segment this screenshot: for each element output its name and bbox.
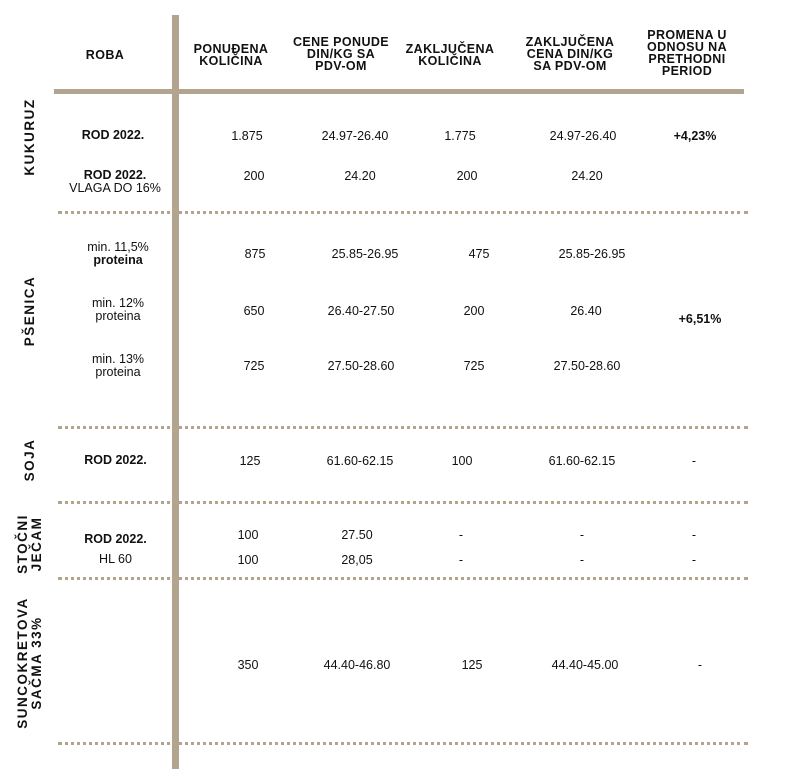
header-cene-ponude: CENE PONUDE DIN/KG SA PDV-OM [292, 35, 390, 73]
row-label: min. 13% proteina [91, 352, 145, 379]
offered-qty: 725 [243, 359, 265, 373]
section-divider [58, 426, 748, 429]
offered-qty: 125 [239, 454, 261, 468]
row-label: ROD 2022. [81, 128, 145, 142]
group-label-kukuruz: KUKURUZ [22, 98, 37, 176]
row-label: ROD 2022. [84, 453, 147, 467]
row-label: ROD 2022. VLAGA DO 16% [69, 168, 161, 195]
offered-qty: 650 [243, 304, 265, 318]
vertical-divider [172, 15, 179, 769]
header-roba: ROBA [85, 48, 125, 62]
offered-qty: 875 [244, 247, 266, 261]
closed-qty: - [458, 553, 464, 567]
header-divider [54, 89, 744, 94]
closed-qty: 200 [456, 169, 478, 183]
closed-price: 25.85-26.95 [558, 247, 626, 261]
closed-qty: 1.775 [444, 129, 476, 143]
offered-qty: 100 [237, 553, 259, 567]
header-promena: PROMENA U ODNOSU NA PRETHODNI PERIOD [647, 28, 727, 78]
change-value: - [691, 454, 697, 468]
closed-qty: 100 [451, 454, 473, 468]
row-label: min. 11,5% proteina [87, 240, 149, 267]
closed-price: 24.97-26.40 [549, 129, 617, 143]
group-label-stocni-jecam: STOČNI JEČAM [15, 514, 44, 574]
closed-qty: - [458, 528, 464, 542]
offer-price: 25.85-26.95 [331, 247, 399, 261]
offer-price: 28,05 [341, 553, 373, 567]
offered-qty: 200 [243, 169, 265, 183]
offer-price: 26.40-27.50 [327, 304, 395, 318]
offer-price: 24.20 [344, 169, 376, 183]
change-value: - [697, 658, 703, 672]
group-label-soja: SOJA [22, 438, 37, 482]
change-value: +4,23% [673, 129, 717, 143]
closed-qty: 475 [468, 247, 490, 261]
closed-qty: 725 [463, 359, 485, 373]
group-label-suncokretova-sacma: SUNCOKRETOVA SAČMA 33% [15, 597, 44, 729]
closed-qty: 125 [461, 658, 483, 672]
closed-price: 26.40 [570, 304, 602, 318]
offer-price: 44.40-46.80 [323, 658, 391, 672]
offer-price: 27.50 [341, 528, 373, 542]
offer-price: 24.97-26.40 [321, 129, 389, 143]
closed-price: 24.20 [571, 169, 603, 183]
offered-qty: 1.875 [231, 129, 263, 143]
change-value: - [691, 553, 697, 567]
closed-price: 44.40-45.00 [551, 658, 619, 672]
offer-price: 27.50-28.60 [327, 359, 395, 373]
section-divider [58, 501, 748, 504]
offered-qty: 100 [237, 528, 259, 542]
closed-qty: 200 [463, 304, 485, 318]
row-label: min. 12% proteina [91, 296, 145, 323]
closed-price: - [579, 553, 585, 567]
closed-price: 27.50-28.60 [553, 359, 621, 373]
closed-price: - [579, 528, 585, 542]
change-value: +6,51% [678, 312, 722, 326]
section-divider [58, 577, 748, 580]
change-value: - [691, 528, 697, 542]
section-divider [58, 211, 748, 214]
offered-qty: 350 [237, 658, 259, 672]
section-divider [58, 742, 748, 745]
header-zakljucena-kolicina: ZAKLJUČENA KOLIČINA [405, 42, 495, 68]
row-label: HL 60 [99, 552, 132, 566]
offer-price: 61.60-62.15 [326, 454, 394, 468]
row-label: ROD 2022. [84, 532, 147, 546]
header-ponudjena: PONUĐENA KOLIČINA [193, 42, 269, 68]
closed-price: 61.60-62.15 [548, 454, 616, 468]
group-label-psenica: PŠENICA [22, 275, 37, 347]
header-zakljucena-cena: ZAKLJUČENA CENA DIN/KG SA PDV-OM [525, 35, 615, 73]
